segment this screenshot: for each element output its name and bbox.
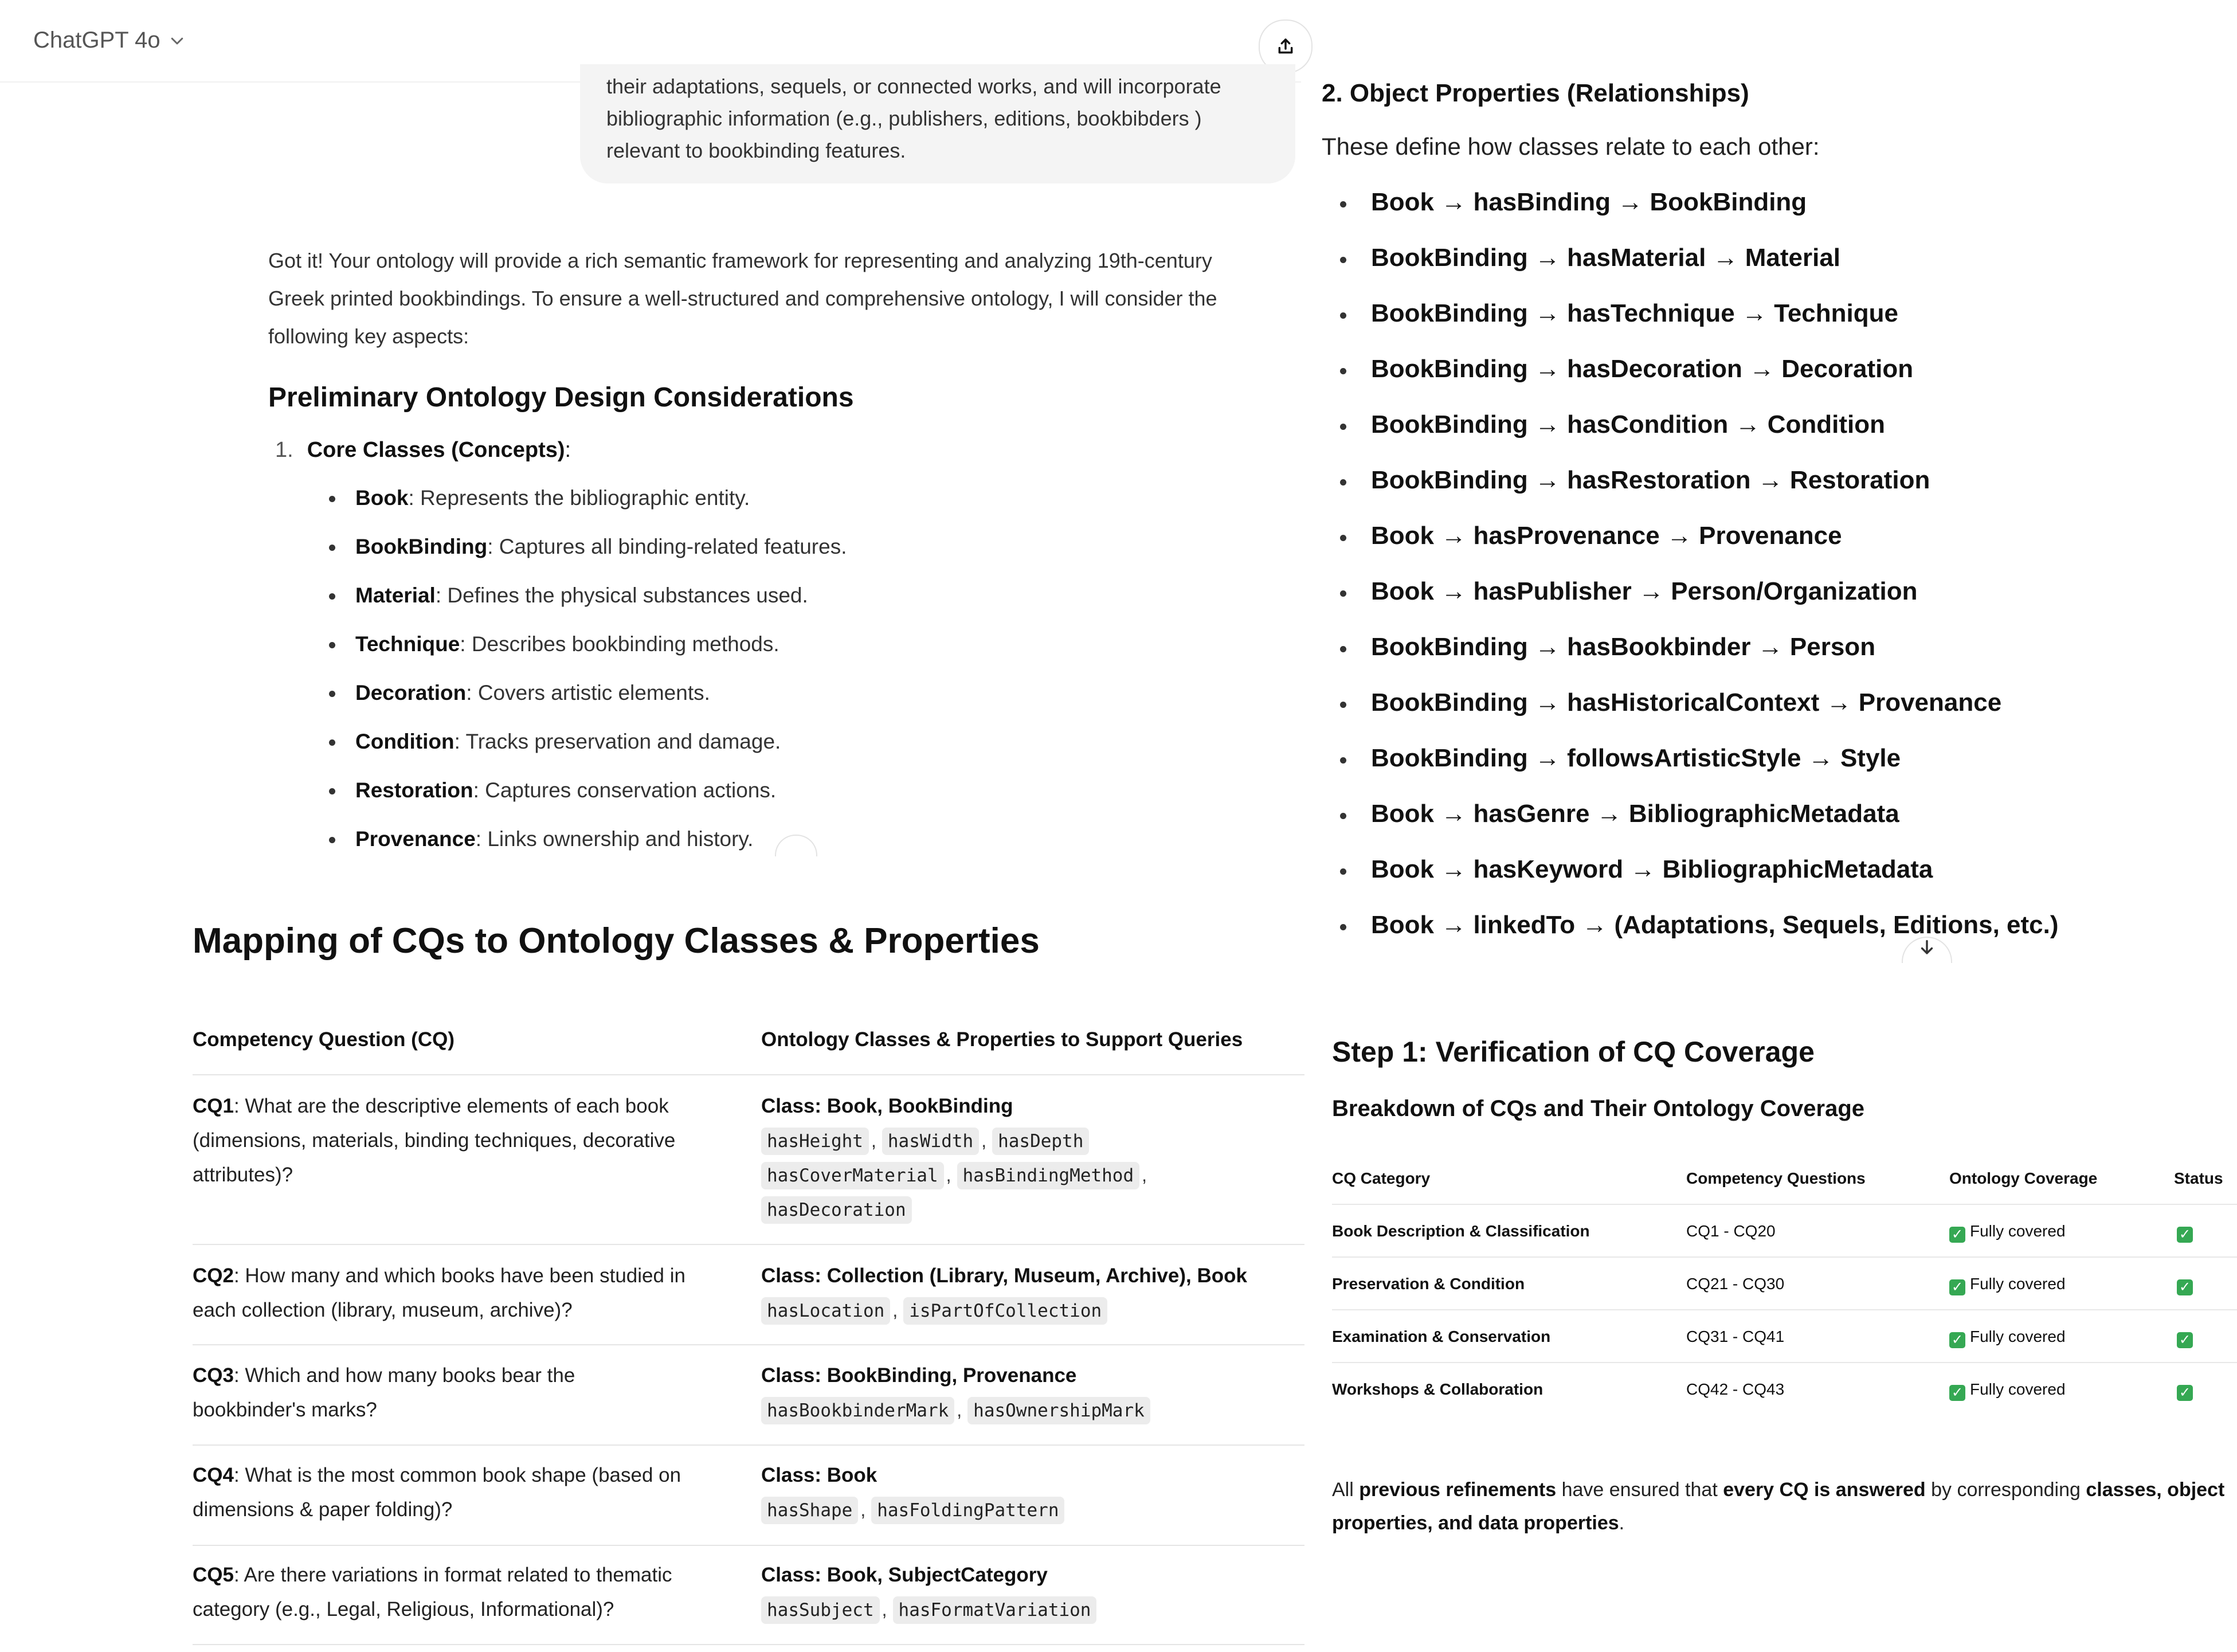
core-class-item: Restoration: Captures conservation actions. — [355, 778, 777, 802]
relation-item: Book → hasBinding → BookBinding — [1371, 188, 1807, 216]
list-number: 1. — [275, 438, 293, 462]
answer-intro-line: following key aspects: — [268, 324, 469, 348]
row-divider — [193, 1545, 1304, 1546]
cq-property-codes: hasHeight , hasWidth , hasDepth hasCoverMaterial , hasBindingMethod , hasDecoration — [761, 1123, 1300, 1227]
column-header: Status — [2174, 1169, 2223, 1187]
bullet-icon — [1340, 924, 1346, 930]
relation-item: BookBinding → hasRestoration → Restoration — [1371, 466, 1930, 494]
cq-class-label: Class: Book, SubjectCategory — [761, 1564, 1048, 1586]
user-message-bubble — [580, 64, 1295, 183]
scroll-to-bottom-button[interactable] — [775, 835, 817, 856]
row-divider — [1332, 1309, 2237, 1310]
cq-class-label: Class: BookBinding, Provenance — [761, 1364, 1077, 1387]
cq-class-label: Class: Collection (Library, Museum, Archive), Book — [761, 1265, 1247, 1287]
check-icon: ✓ — [2177, 1332, 2193, 1348]
cq-property-codes: hasBookbinderMark , hasOwnershipMark — [761, 1393, 1300, 1427]
relation-item: Book → hasProvenance → Provenance — [1371, 522, 1842, 550]
core-classes-colon: : — [565, 438, 571, 462]
bullet-icon — [1340, 479, 1346, 486]
model-selector[interactable] — [33, 28, 186, 53]
answer-intro-line: Got it! Your ontology will provide a rich semantic framework for representing and analyzing 19th-century — [268, 249, 1212, 272]
bullet-icon — [329, 642, 335, 648]
column-header: Ontology Coverage — [1949, 1169, 2098, 1187]
relation-item: BookBinding → hasDecoration → Decoration — [1371, 355, 1914, 383]
category-cell: Book Description & Classification — [1332, 1222, 1590, 1240]
column-header: Competency Questions — [1686, 1169, 1866, 1187]
bullet-icon — [329, 545, 335, 551]
core-class-item: Material: Defines the physical substances used. — [355, 584, 808, 607]
row-divider — [193, 1444, 1304, 1446]
core-class-item: Provenance: Links ownership and history. — [355, 827, 754, 851]
header-divider — [193, 1074, 1304, 1075]
category-cell: Preservation & Condition — [1332, 1275, 1525, 1293]
verification-summary-line: All previous refinements have ensured that every CQ is answered by corresponding classes, object — [1332, 1479, 2225, 1501]
row-divider — [193, 1344, 1304, 1345]
bullet-icon — [1340, 646, 1346, 652]
bullet-icon — [329, 837, 335, 843]
user-message-line: their adaptations, sequels, or connected works, and will incorporate — [606, 75, 1221, 98]
bullet-icon — [1340, 702, 1346, 708]
bullet-icon — [1340, 424, 1346, 430]
status-cell — [2177, 1275, 2197, 1295]
bullet-icon — [329, 496, 335, 502]
category-cell: Workshops & Collaboration — [1332, 1380, 1543, 1398]
check-icon: ✓ — [1949, 1385, 1965, 1401]
cq-question-cell: CQ5: Are there variations in format related to thematic category (e.g., Legal, Religious, Informational)? — [193, 1564, 672, 1620]
row-divider — [193, 1644, 1304, 1645]
check-icon: ✓ — [1949, 1332, 1965, 1348]
core-class-item: Condition: Tracks preservation and damage. — [355, 730, 781, 753]
cq-property-codes: hasShape , hasFoldingPattern — [761, 1493, 1300, 1527]
core-classes-heading — [275, 438, 571, 463]
coverage-cell: ✓ Fully covered — [1949, 1222, 2066, 1243]
header-divider — [1332, 1204, 2237, 1205]
core-classes-title: Core Classes (Concepts) — [307, 438, 565, 462]
verification-summary-line: properties, and data properties. — [1332, 1512, 1625, 1534]
cq-question-cell: CQ3: Which and how many books bear the bookbinder's marks? — [193, 1364, 575, 1421]
user-message-line: bibliographic information (e.g., publishers, editions, bookbibders ) — [606, 107, 1202, 130]
verification-heading: Step 1: Verification of CQ Coverage — [1332, 1036, 1815, 1068]
check-icon: ✓ — [2177, 1227, 2193, 1243]
relation-item: Book → hasPublisher → Person/Organization — [1371, 577, 1918, 605]
object-properties-heading: 2. Object Properties (Relationships) — [1322, 79, 1749, 107]
column-header-cq: Competency Question (CQ) — [193, 1028, 455, 1051]
questions-cell: CQ42 - CQ43 — [1686, 1380, 1785, 1398]
bullet-icon — [1340, 201, 1346, 208]
status-cell — [2177, 1380, 2197, 1401]
cq-question-cell: CQ1: What are the descriptive elements of each book (dimensions, materials, binding techniques, decorative attributes)? — [193, 1095, 676, 1186]
relation-item: Book → hasKeyword → BibliographicMetadata — [1371, 855, 1933, 883]
bullet-icon — [329, 739, 335, 746]
prelim-heading: Preliminary Ontology Design Considerations — [268, 382, 854, 413]
user-message-line: relevant to bookbinding features. — [606, 139, 906, 162]
category-cell: Examination & Conservation — [1332, 1328, 1551, 1345]
chevron-down-icon — [169, 32, 186, 49]
bullet-icon — [1340, 368, 1346, 374]
relation-item: BookBinding → hasMaterial → Material — [1371, 244, 1841, 272]
cq-question-cell: CQ4: What is the most common book shape (based on dimensions & paper folding)? — [193, 1464, 681, 1521]
arrow-down-icon — [1917, 938, 1937, 957]
core-class-item: Decoration: Covers artistic elements. — [355, 681, 710, 704]
bullet-icon — [1340, 535, 1346, 541]
model-label: ChatGPT 4o — [33, 28, 160, 53]
verification-subheading: Breakdown of CQs and Their Ontology Coverage — [1332, 1096, 1865, 1121]
cq-property-codes: hasLocation , isPartOfCollection — [761, 1293, 1300, 1328]
check-icon: ✓ — [1949, 1279, 1965, 1295]
row-divider — [1332, 1362, 2237, 1363]
core-class-item: Book: Represents the bibliographic entity. — [355, 486, 750, 510]
bullet-icon — [1340, 757, 1346, 764]
status-cell — [2177, 1222, 2197, 1243]
coverage-cell: ✓ Fully covered — [1949, 1328, 2066, 1348]
relation-item: Book → hasGenre → BibliographicMetadata — [1371, 800, 1899, 828]
answer-intro-line: Greek printed bookbindings. To ensure a well-structured and comprehensive ontology, I will consider the — [268, 287, 1217, 310]
relation-item: BookBinding → hasCondition → Condition — [1371, 410, 1885, 439]
column-header-classes: Ontology Classes & Properties to Support Queries — [761, 1028, 1243, 1051]
questions-cell: CQ21 - CQ30 — [1686, 1275, 1785, 1293]
relation-item: BookBinding → hasBookbinder → Person — [1371, 633, 1876, 661]
relation-item: BookBinding → hasTechnique → Technique — [1371, 299, 1898, 327]
cq-property-codes: hasSubject , hasFormatVariation — [761, 1592, 1300, 1627]
scroll-down-button[interactable] — [1902, 937, 1952, 963]
core-class-item: Technique: Describes bookbinding methods. — [355, 632, 779, 656]
bullet-icon — [1340, 257, 1346, 263]
bullet-icon — [329, 593, 335, 600]
row-divider — [193, 1244, 1304, 1245]
share-icon — [1276, 37, 1295, 56]
cq-question-cell: CQ2: How many and which books have been studied in each collection (library, museum, archive)? — [193, 1265, 685, 1321]
relation-item: Book → linkedTo → (Adaptations, Sequels, Editions, etc.) — [1371, 911, 2059, 939]
bullet-icon — [1340, 312, 1346, 319]
questions-cell: CQ31 - CQ41 — [1686, 1328, 1785, 1345]
row-divider — [1332, 1256, 2237, 1258]
coverage-cell: ✓ Fully covered — [1949, 1275, 2066, 1295]
object-properties-subheading: These define how classes relate to each other: — [1322, 133, 1820, 160]
cq-class-label: Class: Book — [761, 1464, 877, 1486]
questions-cell: CQ1 - CQ20 — [1686, 1222, 1776, 1240]
cq-class-label: Class: Book, BookBinding — [761, 1095, 1013, 1117]
bullet-icon — [329, 788, 335, 794]
check-icon: ✓ — [2177, 1279, 2193, 1295]
coverage-cell: ✓ Fully covered — [1949, 1380, 2066, 1401]
core-class-item: BookBinding: Captures all binding-related features. — [355, 535, 847, 558]
mapping-heading: Mapping of CQs to Ontology Classes & Properties — [193, 921, 1040, 961]
check-icon: ✓ — [2177, 1385, 2193, 1401]
relation-item: BookBinding → followsArtisticStyle → Style — [1371, 744, 1901, 772]
bullet-icon — [1340, 813, 1346, 819]
check-icon: ✓ — [1949, 1227, 1965, 1243]
bullet-icon — [1340, 868, 1346, 875]
bullet-icon — [1340, 590, 1346, 597]
column-header: CQ Category — [1332, 1169, 1431, 1187]
bullet-icon — [329, 691, 335, 697]
status-cell — [2177, 1328, 2197, 1348]
relation-item: BookBinding → hasHistoricalContext → Provenance — [1371, 688, 2002, 717]
